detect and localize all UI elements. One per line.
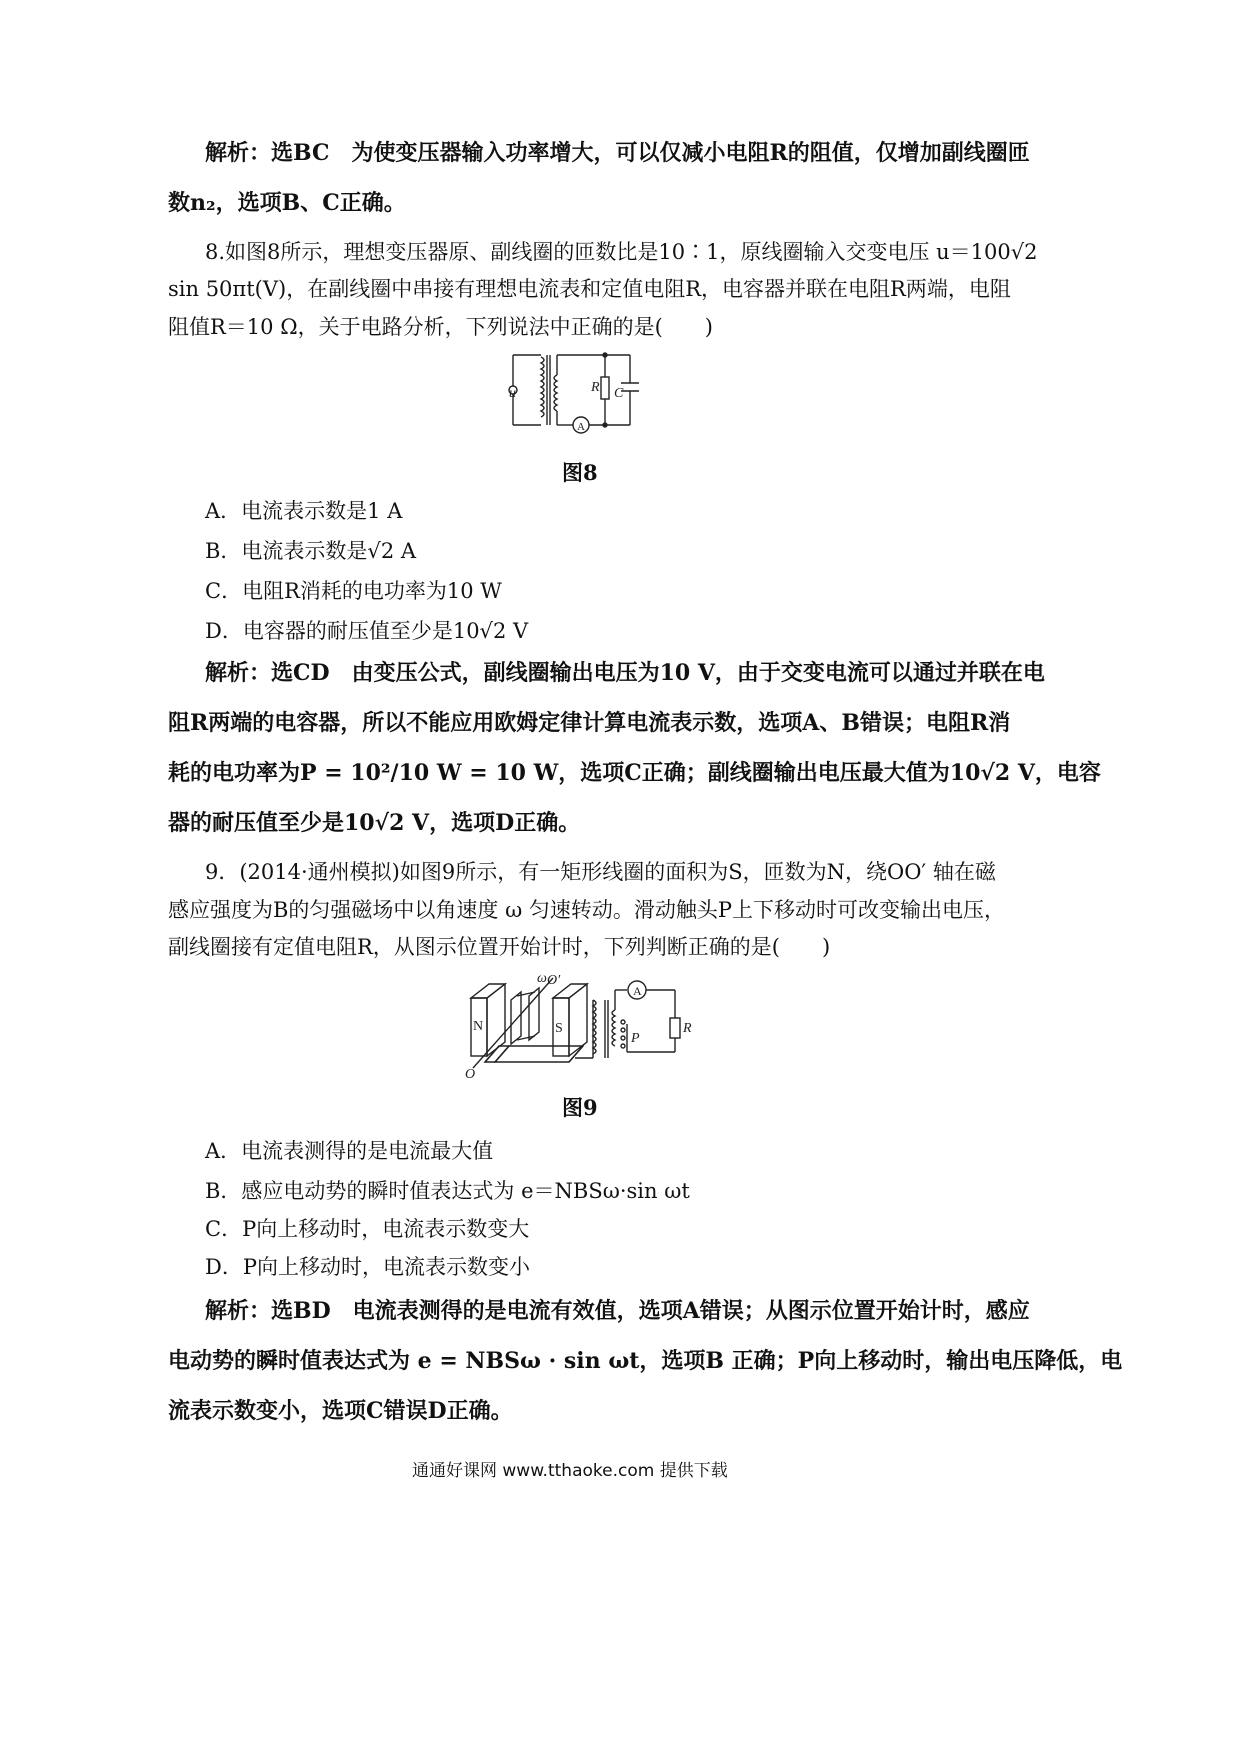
- figure-9-generator: [465, 970, 705, 1080]
- analysis-9-line-2: 电动势的瞬时值表达式为 e = NBSω · sin ωt，选项B 正确；P向上移动时，输出电压降低，电: [168, 1348, 1123, 1374]
- fig8-label-u: u: [509, 386, 516, 401]
- q8-option-b: B．电流表示数是√2 A: [205, 539, 417, 563]
- question-8-line-2: sin 50πt(V)，在副线圈中串接有理想电流表和定值电阻R，电容器并联在电阻R两端，电阻: [168, 277, 1011, 301]
- fig9-label-n: N: [473, 1019, 484, 1034]
- question-9-line-2: 感应强度为B的匀强磁场中以角速度 ω 匀速转动。滑动触头P上下移动时可改变输出电压，: [168, 898, 1006, 922]
- fig9-label-r: R: [683, 1021, 692, 1036]
- q9-option-c: C．P向上移动时，电流表示数变大: [205, 1217, 530, 1241]
- figure-8-caption: 图8: [562, 460, 598, 485]
- fig8-label-c: C: [614, 386, 624, 401]
- question-9-line-1: 9．(2014·通州模拟)如图9所示，有一矩形线圈的面积为S，匝数为N，绕OO′ 轴在磁: [205, 860, 996, 884]
- question-8-line-3: 阻值R＝10 Ω，关于电路分析，下列说法中正确的是( ): [168, 315, 714, 339]
- figure-8-circuit: [505, 345, 645, 435]
- analysis-7-line-1: 解析：选BC 为使变压器输入功率增大，可以仅减小电阻R的阻值，仅增加副线圈匝: [205, 140, 1030, 166]
- q8-option-d: D．电容器的耐压值至少是10√2 V: [205, 619, 529, 643]
- fig8-label-a: A: [577, 421, 585, 433]
- q9-option-b: B．感应电动势的瞬时值表达式为 e＝NBSω·sin ωt: [205, 1179, 690, 1203]
- analysis-8-line-3: 耗的电功率为P = 10²/10 W = 10 W，选项C正确；副线圈输出电压最大值为10√2 V，电容: [168, 760, 1101, 786]
- analysis-8-line-4: 器的耐压值至少是10√2 V，选项D正确。: [168, 810, 581, 836]
- analysis-7-line-2: 数n₂，选项B、C正确。: [168, 190, 406, 216]
- analysis-8-line-1: 解析：选CD 由变压公式，副线圈输出电压为10 V，由于交变电流可以通过并联在电: [205, 660, 1045, 686]
- question-9-line-3: 副线圈接有定值电阻R，从图示位置开始计时，下列判断正确的是( ): [168, 935, 831, 959]
- question-8-line-1: 8.如图8所示，理想变压器原、副线圈的匝数比是10∶1，原线圈输入交变电压 u＝100√2: [205, 240, 1038, 264]
- analysis-9-line-3: 流表示数变小，选项C错误D正确。: [168, 1398, 513, 1424]
- fig9-label-o: O: [465, 1067, 476, 1080]
- fig9-label-o-prime: O′: [547, 973, 561, 988]
- footer-source: 通通好课网 www.tthaoke.com 提供下载: [412, 1461, 728, 1481]
- fig9-label-a: A: [633, 984, 642, 998]
- figure-9-caption: 图9: [562, 1095, 598, 1120]
- q8-option-c: C．电阻R消耗的电功率为10 W: [205, 579, 502, 603]
- analysis-9-line-1: 解析：选BD 电流表测得的是电流有效值，选项A错误；从图示位置开始计时，感应: [205, 1298, 1030, 1324]
- fig9-label-omega: ω: [537, 971, 547, 986]
- fig8-label-r: R: [591, 380, 600, 395]
- q8-option-a: A．电流表示数是1 A: [205, 499, 403, 523]
- fig9-label-s: S: [555, 1021, 563, 1036]
- analysis-8-line-2: 阻R两端的电容器，所以不能应用欧姆定律计算电流表示数，选项A、B错误；电阻R消: [168, 710, 1011, 736]
- q9-option-d: D．P向上移动时，电流表示数变小: [205, 1255, 530, 1279]
- q9-option-a: A．电流表测得的是电流最大值: [205, 1139, 494, 1163]
- fig9-label-p: P: [631, 1031, 640, 1046]
